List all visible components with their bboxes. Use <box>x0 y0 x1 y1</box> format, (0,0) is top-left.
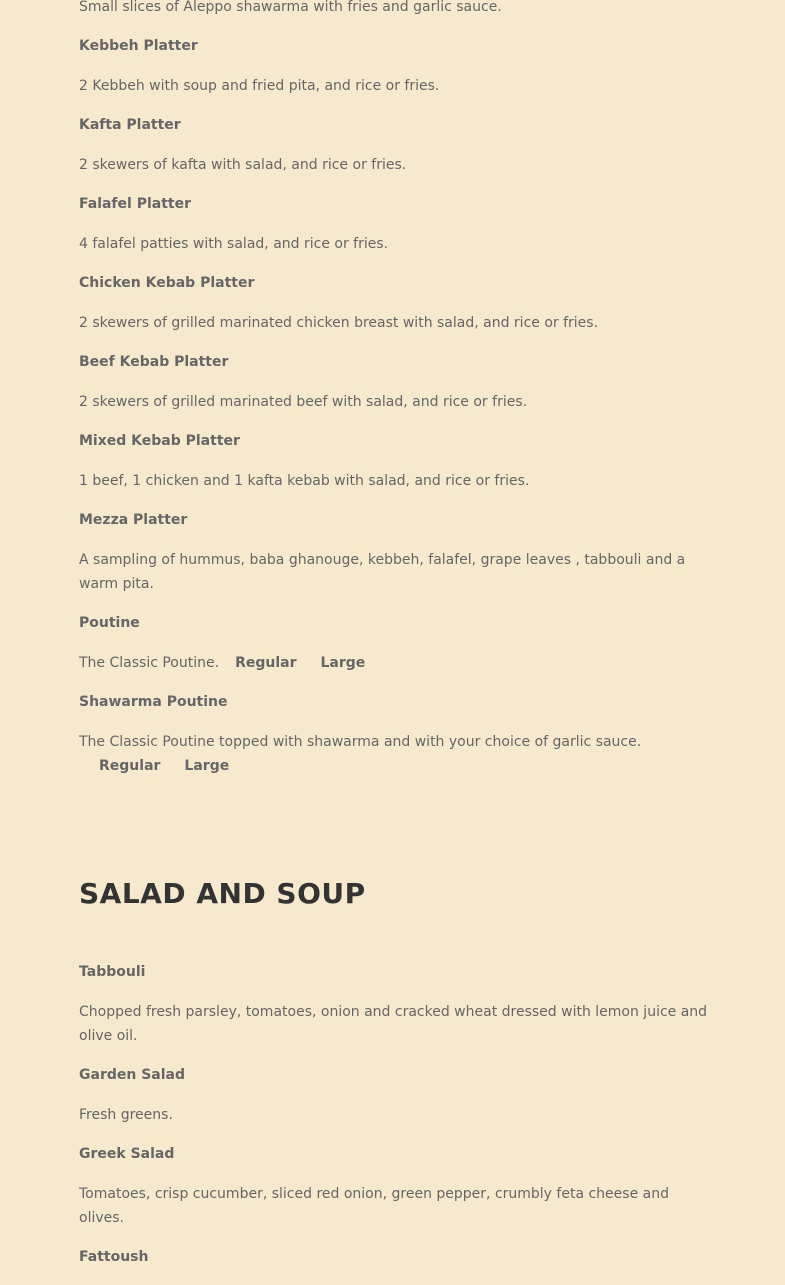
menu-item-name: Mezza Platter <box>79 512 188 528</box>
poutine-name: Poutine <box>79 615 140 631</box>
menu-item-name: Kebbeh Platter <box>79 38 198 54</box>
menu-item-name: Falafel Platter <box>79 196 191 212</box>
menu-item-description: 2 skewers of grilled marinated chicken breast with salad, and rice or fries. <box>79 315 599 331</box>
shawarma-poutine-size-regular: Regular <box>99 758 161 774</box>
shawarma-poutine-name: Shawarma Poutine <box>79 694 228 710</box>
menu-item-name: Fattoush <box>79 1249 149 1265</box>
menu-item-description: 2 skewers of kafta with salad, and rice or fries. <box>79 157 407 173</box>
menu-item-description: A sampling of hummus, baba ghanouge, kebbeh, falafel, grape leaves , tabbouli and a warm pita. <box>79 552 686 592</box>
poutine-size-regular: Regular <box>235 655 297 671</box>
shawarma-platter-description: Small slices of Aleppo shawarma with fries and garlic sauce. <box>79 0 502 15</box>
menu-item-description: 4 falafel patties with salad, and rice or fries. <box>79 236 389 252</box>
poutine-size-large: Large <box>320 655 366 671</box>
poutine-description-row <box>79 651 709 675</box>
menu-content <box>79 0 709 1285</box>
shawarma-poutine-size-large: Large <box>184 758 230 774</box>
menu-item-name: Tabbouli <box>79 964 146 980</box>
poutine-description: The Classic Poutine. <box>79 655 220 671</box>
menu-item-description: 2 Kebbeh with soup and fried pita, and rice or fries. <box>79 78 440 94</box>
menu-item-description: Tomatoes, crisp cucumber, sliced red onion, green pepper, crumbly feta cheese and olives. <box>79 1186 669 1226</box>
shawarma-poutine-sizes <box>79 754 709 778</box>
menu-item-description: 1 beef, 1 chicken and 1 kafta kebab with salad, and rice or fries. <box>79 473 530 489</box>
menu-item-description: 2 skewers of grilled marinated beef with salad, and rice or fries. <box>79 394 528 410</box>
menu-item-name: Beef Kebab Platter <box>79 354 229 370</box>
section-title-salad-soup: SALAD AND SOUP <box>79 877 366 910</box>
menu-item-name: Chicken Kebab Platter <box>79 275 255 291</box>
menu-item-description: Chopped fresh parsley, tomatoes, onion and cracked wheat dressed with lemon juice and olive oil. <box>79 1004 708 1044</box>
menu-item-name: Greek Salad <box>79 1146 175 1162</box>
menu-item-name: Garden Salad <box>79 1067 185 1083</box>
shawarma-poutine-description: The Classic Poutine topped with shawarma and with your choice of garlic sauce. <box>79 734 642 750</box>
menu-item-name: Kafta Platter <box>79 117 181 133</box>
menu-item-description: Fresh greens. <box>79 1107 173 1123</box>
menu-item-name: Mixed Kebab Platter <box>79 433 240 449</box>
